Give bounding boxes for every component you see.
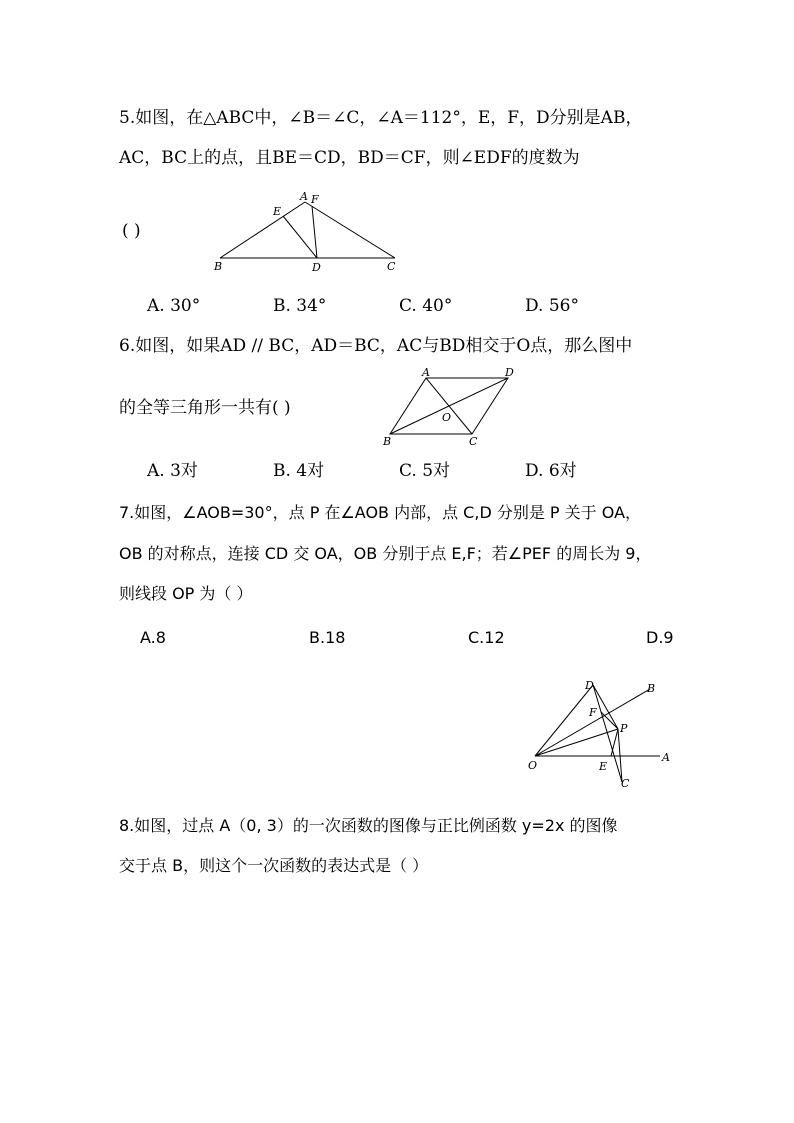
q5-label-f: F [311,193,319,206]
q5-label-d: D [312,261,321,274]
q7-label-b: B [647,682,656,695]
q5-side-ac [305,202,395,258]
q6-stem-line1: 6.如图，如果AD // BC，AD＝BC，AC与BD相交于O点，那么图中 [119,336,633,356]
q6-label-o: O [442,411,452,424]
q6-option-c[interactable]: C. 5对 [399,461,451,481]
q5-option-a[interactable]: A. 30° [147,296,201,316]
q5-stem-line1: 5.如图，在△ABC中，∠B＝∠C，∠A＝112°，E，F，D分别是AB， [119,108,643,128]
q7-stem-line3: 则线段 OP 为（ ） [119,584,253,603]
q6-option-d[interactable]: D. 6对 [525,461,577,481]
q6-label-d: D [505,366,514,379]
q8-stem-line2: 交于点 B，则这个一次函数的表达式是（ ） [119,856,429,875]
q5-label-c: C [387,260,396,273]
q5-option-b[interactable]: B. 34° [273,296,327,316]
q5-side-ab [220,202,305,258]
q7-label-a: A [662,751,670,764]
q5-option-c[interactable]: C. 40° [399,296,453,316]
q5-stem-line2: AC，BC上的点，且BE＝CD，BD＝CF，则∠EDF的度数为 [119,148,580,168]
q7-option-c[interactable]: C.12 [468,628,505,647]
q6-stem-line2: 的全等三角形一共有( ) [119,398,291,418]
q7-ray-ob [535,689,650,756]
q7-option-d[interactable]: D.9 [646,628,674,647]
q7-option-b[interactable]: B.18 [309,628,346,647]
q6-parallelogram-figure [378,368,528,450]
q7-stem-line1: 7.如图，∠AOB=30°，点 P 在∠AOB 内部，点 C,D 分别是 P 关于 OA， [119,503,642,522]
q6-label-b: B [383,435,392,448]
q7-segment-od [535,685,593,756]
q5-label-b: B [214,260,223,273]
q5-answer-paren: ( ) [122,221,141,241]
q7-segment-op [535,729,618,756]
q7-label-f: F [589,706,597,719]
q5-option-d[interactable]: D. 56° [525,296,579,316]
q6-label-c: C [469,435,478,448]
q8-stem-line1: 8.如图，过点 A（0, 3）的一次函数的图像与正比例函数 y=2x 的图像 [119,816,618,835]
q7-option-a[interactable]: A.8 [140,628,166,647]
q5-label-a: A [300,190,308,203]
q7-label-o: O [528,759,538,772]
q6-option-b[interactable]: B. 4对 [273,461,325,481]
q7-stem-line2: OB 的对称点，连接 CD 交 OA，OB 分别于点 E,F；若∠PEF 的周长为 9， [119,544,652,563]
q7-label-p: P [620,722,628,735]
q7-angle-figure [525,675,685,790]
q6-label-a: A [422,366,430,379]
q5-triangle-figure [205,188,405,278]
q7-segment-pd [593,685,618,729]
q6-option-a[interactable]: A. 3对 [147,461,198,481]
q7-label-e: E [599,760,608,773]
q5-segment-fd [312,206,317,258]
q7-label-d: D [585,679,594,692]
q5-label-e: E [273,205,282,218]
q7-segment-dc [593,685,622,782]
q7-segment-ep [611,729,618,756]
q7-label-c: C [621,777,630,790]
q5-segment-ed [283,216,317,258]
